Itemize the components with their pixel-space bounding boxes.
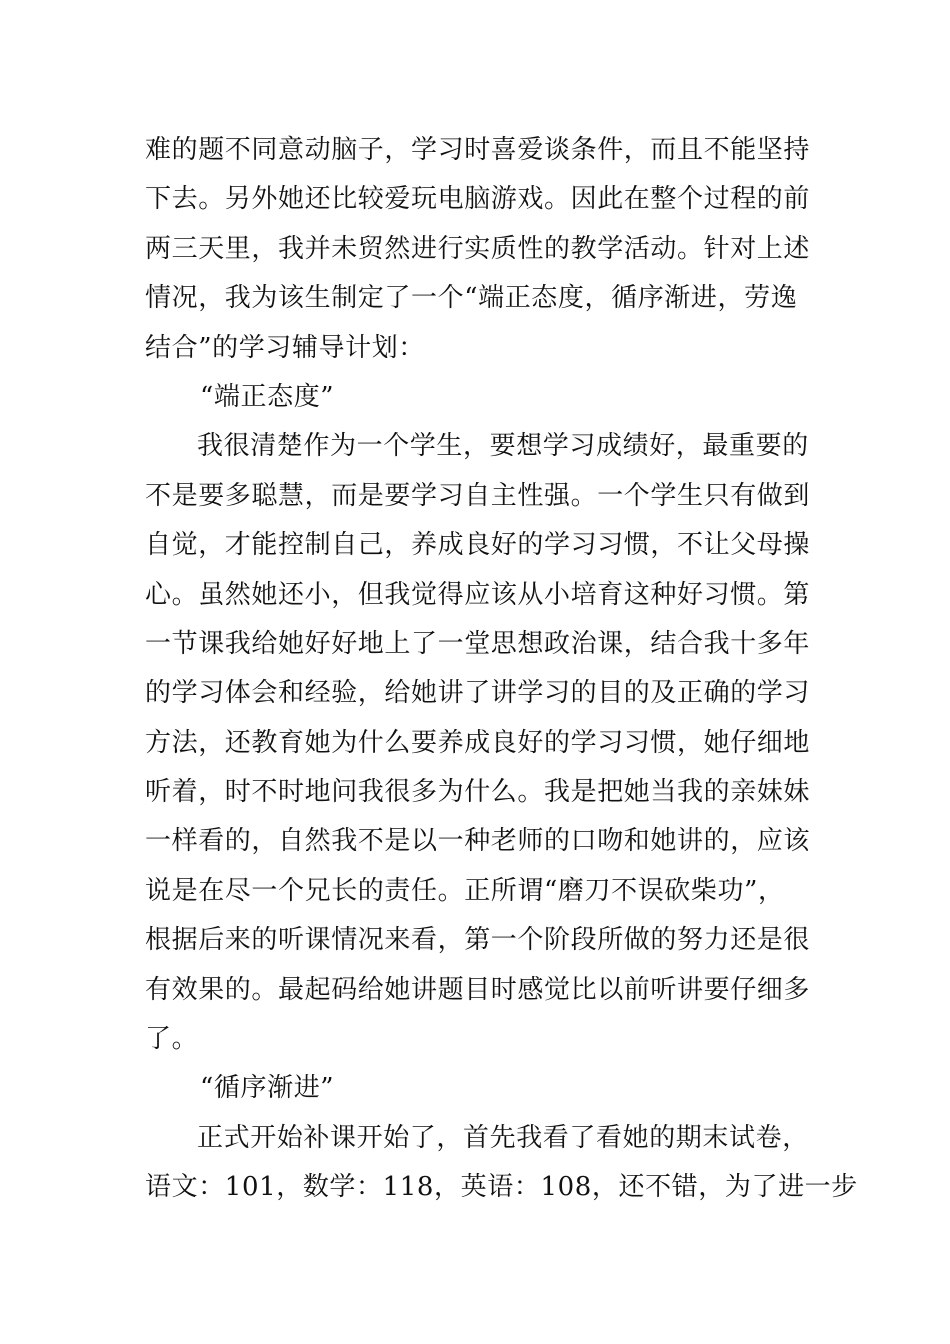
text-line: 语文：101，数学：118，英语：108，还不错，为了进一步 (145, 1172, 858, 1203)
text-line: 下去。另外她还比较爱玩电脑游戏。因此在整个过程的前 (145, 184, 811, 215)
text-line: 一样看的，自然我不是以一种老师的口吻和她讲的，应该 (145, 826, 811, 857)
text-line: 自觉，才能控制自己，养成良好的学习习惯，不让父母操 (145, 530, 811, 561)
paragraph-start: 正式开始补课开始了，首先我看了看她的期末试卷， (197, 1122, 809, 1153)
text-line: 一节课我给她好好地上了一堂思想政治课，结合我十多年 (145, 628, 811, 659)
document-body (145, 126, 858, 1213)
text-line: 不是要多聪慧，而是要学习自主性强。一个学生只有做到 (145, 480, 811, 511)
text-line: 心。虽然她还小，但我觉得应该从小培育这种好习惯。第 (145, 579, 811, 610)
section-heading-attitude: “端正态度” (200, 381, 335, 412)
text-line: 两三天里，我并未贸然进行实质性的教学活动。针对上述 (145, 233, 811, 264)
text-line: 有效果的。最起码给她讲题目时感觉比以前听讲要仔细多 (145, 974, 811, 1005)
text-line: 听着，时不时地问我很多为什么。我是把她当我的亲妹妹 (145, 777, 811, 808)
text-line: 根据后来的听课情况来看，第一个阶段所做的努力还是很 (145, 925, 811, 956)
text-line: 说是在尽一个兄长的责任。正所谓“磨刀不误砍柴功”， (145, 875, 785, 906)
text-line: 结合”的学习辅导计划： (145, 332, 425, 363)
text-line: 了。 (145, 1024, 199, 1055)
text-line: 情况，我为该生制定了一个“端正态度，循序渐进，劳逸 (145, 283, 798, 314)
text-line: 难的题不同意动脑子，学习时喜爱谈条件，而且不能坚持 (145, 135, 811, 165)
text-line: 的学习体会和经验，给她讲了讲学习的目的及正确的学习 (145, 678, 811, 709)
paragraph-start: 我很清楚作为一个学生，要想学习成绩好，最重要的 (197, 431, 809, 462)
section-heading-gradual: “循序渐进” (200, 1073, 335, 1104)
text-line: 方法，还教育她为什么要养成良好的学习习惯，她仔细地 (145, 727, 811, 758)
